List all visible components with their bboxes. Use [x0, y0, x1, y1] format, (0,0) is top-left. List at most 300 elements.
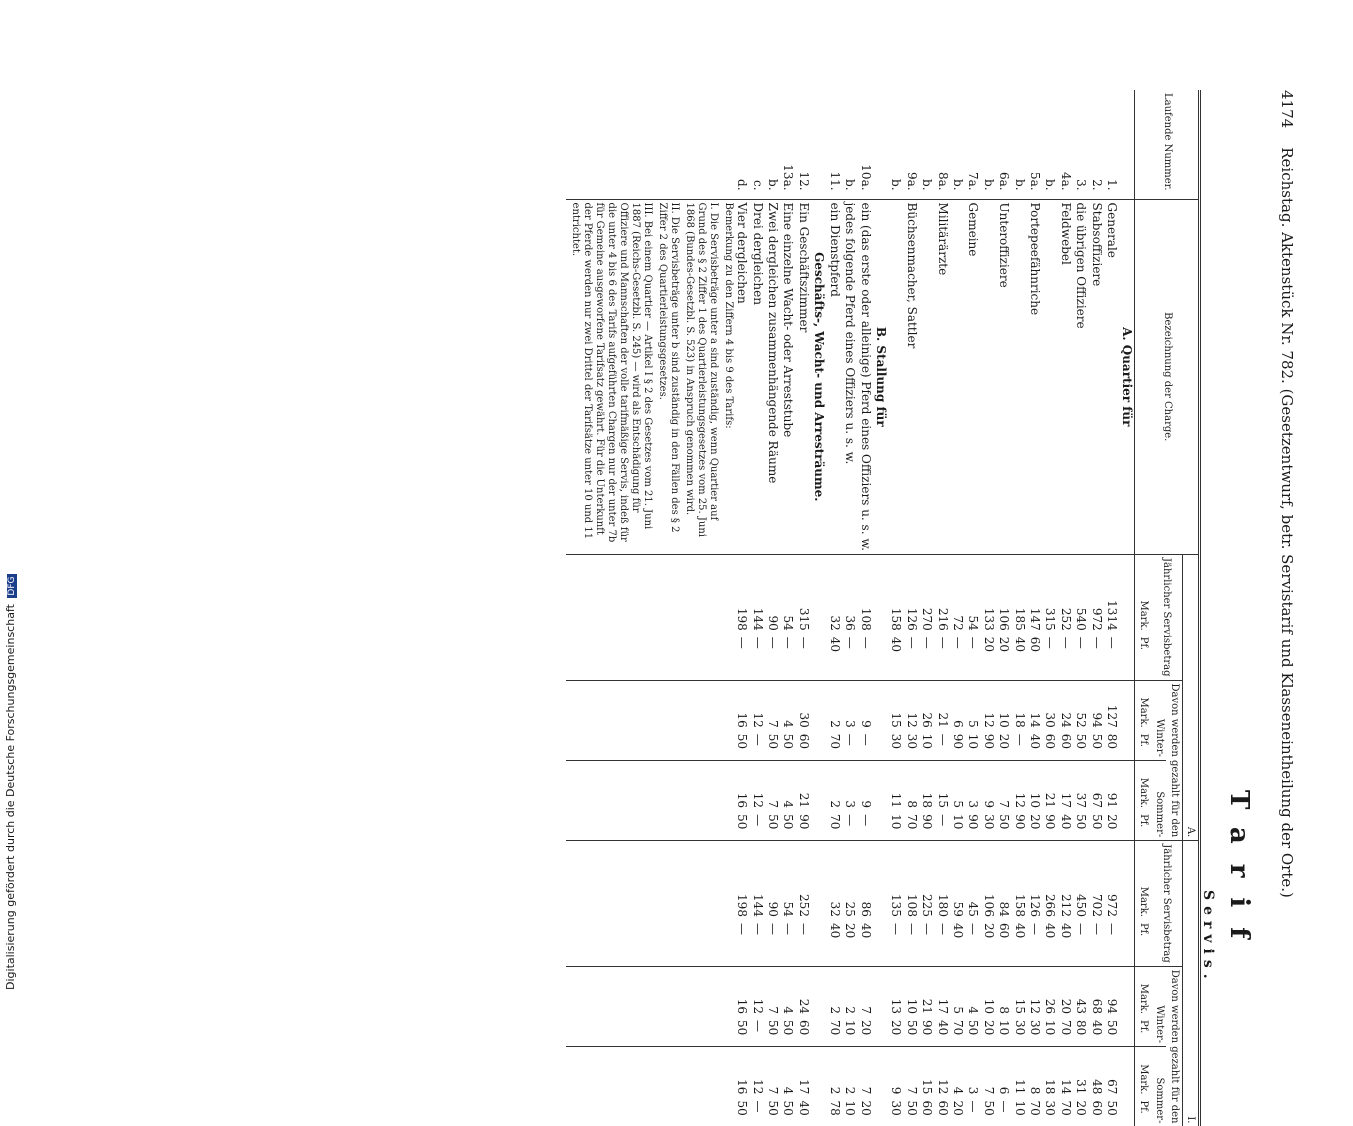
- table-row: [1104, 90, 1119, 1126]
- cell-pf: 20: [858, 1100, 873, 1116]
- cell-pf: 50: [981, 1100, 996, 1116]
- row-label: Ein Geschäftszimmer: [796, 199, 811, 554]
- cell-pf: 50: [735, 1100, 750, 1116]
- row-number: b.: [766, 179, 781, 191]
- cell-mark: 315: [796, 555, 811, 634]
- cell-pf: 60: [920, 1100, 935, 1116]
- cell-mark: 16: [734, 680, 749, 731]
- col-number-header: Laufende Nummer.: [1161, 93, 1173, 191]
- section-title: B. Stallung für: [873, 199, 888, 554]
- row-number: 10a.: [858, 164, 873, 191]
- cell-mark: 18: [1011, 680, 1026, 731]
- cell-pf: 30: [889, 733, 904, 749]
- cell-mark: 15: [934, 760, 949, 811]
- cell-pf: 20: [1074, 1100, 1089, 1116]
- row-number: 2.: [1089, 179, 1104, 191]
- cell-mark: 7: [980, 1047, 995, 1098]
- cell-pf: —: [904, 922, 919, 935]
- cell-mark: 1314: [1104, 555, 1119, 634]
- unit-pf: Pf.: [1138, 1100, 1150, 1114]
- cell-mark: 8: [1027, 1047, 1042, 1098]
- row-label: [980, 199, 995, 554]
- cell-mark: 12: [749, 1047, 764, 1098]
- cell-pf: —: [935, 636, 950, 649]
- cell-mark: 14: [1027, 680, 1042, 731]
- cell-pf: —: [1012, 733, 1027, 746]
- cell-mark: 126: [1027, 841, 1042, 920]
- row-label: [1011, 199, 1026, 554]
- cell-mark: 7: [857, 1047, 872, 1098]
- cell-pf: —: [843, 636, 858, 649]
- cell-mark: 106: [980, 841, 995, 920]
- row-number: 1.: [1105, 179, 1120, 191]
- cell-pf: 10: [950, 814, 965, 830]
- table-row: [980, 90, 995, 1126]
- row-number: b.: [920, 179, 935, 191]
- cell-mark: 12: [934, 1047, 949, 1098]
- table-row: [1042, 90, 1057, 1126]
- cell-pf: —: [735, 636, 750, 649]
- cell-mark: 3: [965, 760, 980, 811]
- unit-mark: Mark.: [1135, 841, 1151, 920]
- row-number: 5a.: [1028, 171, 1042, 191]
- unit-mark: Mark.: [1135, 1047, 1151, 1098]
- cell-mark: 16: [734, 1047, 749, 1098]
- row-number: b.: [889, 179, 904, 191]
- cell-mark: 108: [857, 555, 872, 634]
- unit-mark: Mark.: [1135, 680, 1151, 731]
- row-label: Militärärzte: [934, 199, 949, 554]
- cell-mark: 212: [1057, 841, 1072, 920]
- table-row: [734, 90, 749, 1126]
- cell-mark: 2: [826, 760, 841, 811]
- section-b-row: [873, 90, 888, 1126]
- table-row: [965, 90, 980, 1126]
- running-header: [1278, 90, 1296, 898]
- cell-pf: 40: [889, 636, 904, 652]
- cell-mark: 3: [842, 760, 857, 811]
- cell-pf: 50: [766, 814, 781, 830]
- cell-pf: 40: [1012, 636, 1027, 652]
- cell-mark: 12: [749, 680, 764, 731]
- cell-mark: 25: [842, 841, 857, 920]
- unit-pf: Pf.: [1138, 814, 1150, 828]
- row-label: Vier dergleichen: [734, 199, 749, 554]
- cell-mark: 90: [765, 841, 780, 920]
- subtitle: Servis.: [1200, 890, 1216, 985]
- table-row: [934, 90, 949, 1126]
- unit-pf: Pf.: [1138, 733, 1150, 747]
- cell-mark: 17: [1057, 760, 1072, 811]
- cell-pf: 50: [735, 814, 750, 830]
- row-label: Gemeine: [965, 199, 980, 554]
- cell-mark: 68: [1088, 966, 1103, 1017]
- servis-table: [566, 90, 1201, 1126]
- rotated-page: [136, 90, 1296, 1124]
- cell-pf: 40: [1089, 1020, 1104, 1036]
- cell-pf: 50: [781, 1100, 796, 1116]
- row-number: c.: [750, 180, 765, 191]
- cell-mark: 12: [749, 760, 764, 811]
- table-row: [765, 90, 780, 1126]
- unit-mark: Mark.: [1135, 555, 1151, 634]
- cell-mark: 26: [1042, 966, 1057, 1017]
- cell-pf: —: [1074, 922, 1089, 935]
- cell-mark: 9: [857, 680, 872, 731]
- cell-pf: 90: [796, 814, 811, 830]
- cell-mark: 144: [749, 841, 764, 920]
- cell-pf: 90: [966, 814, 981, 830]
- cell-mark: 2: [826, 966, 841, 1017]
- table-row: [1057, 90, 1072, 1126]
- cell-pf: —: [781, 922, 796, 935]
- row-label: Unteroffiziere: [996, 199, 1011, 554]
- cell-pf: 70: [1058, 1020, 1073, 1036]
- cell-mark: 3: [842, 680, 857, 731]
- cell-mark: 32: [826, 841, 841, 920]
- cell-mark: 7: [765, 1047, 780, 1098]
- cell-mark: 144: [749, 555, 764, 634]
- cell-mark: 3: [965, 1047, 980, 1098]
- winter-header-a: Winter-: [1151, 680, 1166, 760]
- row-number: 7a.: [966, 171, 981, 191]
- winter-header-i: Winter-: [1151, 966, 1166, 1046]
- row-number: 8a.: [935, 171, 950, 191]
- row-label: Generale: [1104, 199, 1119, 554]
- cell-pf: 50: [781, 733, 796, 749]
- cell-pf: 70: [904, 814, 919, 830]
- row-label: jedes folgende Pferd eines Offiziers u. s. w.: [842, 199, 857, 554]
- row-label: [950, 199, 965, 554]
- cell-mark: 2: [842, 966, 857, 1017]
- cell-mark: 90: [765, 555, 780, 634]
- cell-pf: —: [966, 636, 981, 649]
- cell-mark: 198: [734, 555, 749, 634]
- cell-mark: 54: [780, 555, 795, 634]
- table-body: [566, 90, 1135, 1126]
- section-a-row: [1119, 90, 1135, 1126]
- cell-pf: —: [920, 636, 935, 649]
- row-label: die übrigen Offiziere: [1073, 199, 1088, 554]
- cell-mark: 16: [734, 760, 749, 811]
- cell-pf: 10: [843, 1100, 858, 1116]
- cell-pf: —: [1074, 636, 1089, 649]
- cell-pf: 40: [827, 922, 842, 939]
- cell-pf: 90: [950, 733, 965, 749]
- cell-mark: 16: [734, 966, 749, 1017]
- cell-mark: 26: [919, 680, 934, 731]
- cell-pf: —: [1043, 636, 1058, 649]
- cell-pf: 60: [1028, 636, 1042, 652]
- cell-mark: 45: [965, 841, 980, 920]
- cell-pf: 60: [935, 1100, 950, 1116]
- row-number: 12.: [796, 171, 811, 191]
- cell-mark: 15: [1011, 966, 1026, 1017]
- cell-pf: 40: [796, 1100, 811, 1116]
- cell-pf: —: [766, 636, 781, 649]
- cell-pf: 50: [735, 1020, 750, 1036]
- row-number: 9a.: [904, 171, 919, 191]
- summer-header-a: Sommer-: [1151, 760, 1166, 840]
- cell-mark: 972: [1088, 555, 1103, 634]
- cell-pf: —: [966, 922, 981, 935]
- cell-pf: 40: [1043, 922, 1058, 939]
- cell-mark: 43: [1073, 966, 1088, 1017]
- cell-mark: 12: [1011, 760, 1026, 811]
- cell-mark: 7: [765, 966, 780, 1017]
- cell-pf: 40: [1058, 922, 1073, 939]
- cell-mark: 147: [1027, 555, 1042, 634]
- section-title: Geschäfts-, Wacht- und Arresträume.: [811, 199, 826, 554]
- cell-mark: 225: [919, 841, 934, 920]
- row-number: b.: [981, 179, 996, 191]
- cell-pf: —: [935, 733, 950, 746]
- cell-pf: 50: [997, 814, 1012, 830]
- cell-pf: 10: [843, 1020, 858, 1036]
- cell-pf: 70: [1028, 1100, 1042, 1116]
- cell-pf: 50: [1074, 814, 1089, 830]
- cell-mark: 94: [1104, 966, 1119, 1017]
- cell-mark: 54: [965, 555, 980, 634]
- big-title: Tarif: [1224, 790, 1254, 959]
- cell-mark: 31: [1073, 1047, 1088, 1098]
- cell-pf: —: [889, 922, 904, 935]
- table-row: [1011, 90, 1026, 1126]
- cell-mark: 7: [857, 966, 872, 1017]
- cell-pf: 50: [1105, 1100, 1120, 1116]
- cell-mark: 5: [950, 966, 965, 1017]
- cell-pf: 30: [981, 814, 996, 830]
- cell-mark: 266: [1042, 841, 1057, 920]
- cell-pf: 40: [1058, 814, 1073, 830]
- cell-mark: 216: [934, 555, 949, 634]
- cell-pf: —: [750, 1020, 765, 1033]
- row-number: 11.: [827, 171, 842, 191]
- cell-mark: 5: [950, 760, 965, 811]
- cell-pf: 40: [827, 636, 842, 652]
- cell-mark: 7: [903, 1047, 918, 1098]
- cell-pf: 60: [1089, 1100, 1104, 1116]
- unit-pf: Pf.: [1138, 1020, 1150, 1034]
- cell-mark: 198: [734, 841, 749, 920]
- cell-pf: 50: [781, 1020, 796, 1036]
- row-number: 3.: [1074, 179, 1089, 191]
- cell-pf: 50: [781, 814, 796, 830]
- cell-pf: 10: [997, 1020, 1012, 1036]
- cell-pf: 50: [766, 1020, 781, 1036]
- cell-pf: —: [1105, 922, 1120, 935]
- cell-mark: 84: [996, 841, 1011, 920]
- notes-row: [566, 90, 734, 1126]
- cell-pf: —: [858, 814, 873, 827]
- cell-pf: —: [966, 1100, 981, 1113]
- cell-mark: 52: [1073, 680, 1088, 731]
- cell-mark: 12: [1027, 966, 1042, 1017]
- table-row: [1073, 90, 1088, 1126]
- cell-mark: 4: [950, 1047, 965, 1098]
- cell-pf: —: [950, 636, 965, 649]
- cell-pf: 60: [796, 733, 811, 749]
- note-item: II. Die Servisbeträge unter b sind zuständig in den Fällen des § 2 Ziffer 2 des Quartierleistungsgesetzes.: [656, 202, 680, 533]
- annual-header-a: Jährlicher Servisbetrag: [1151, 555, 1182, 681]
- cell-mark: 4: [780, 966, 795, 1017]
- cell-pf: —: [1089, 922, 1104, 935]
- cell-pf: 10: [920, 733, 935, 749]
- cell-pf: 78: [827, 1100, 842, 1116]
- cell-pf: —: [735, 922, 750, 935]
- cell-pf: —: [920, 922, 935, 935]
- cell-pf: 90: [920, 1020, 935, 1036]
- cell-mark: 972: [1104, 841, 1119, 920]
- cell-pf: —: [796, 922, 811, 935]
- running-title: Reichstag. Aktenstück Nr. 782. (Gesetzentwurf, betr. Servistarif und Klasseneintheilung der Orte.): [1278, 147, 1296, 898]
- cell-pf: 30: [904, 733, 919, 749]
- cell-mark: 12: [980, 680, 995, 731]
- cell-mark: 15: [919, 1047, 934, 1098]
- table-row: [826, 90, 841, 1126]
- note-item: III. Bei einem Quartier — Artikel I § 2 des Gesetzes vom 21. Juni 1887 (Reichs-Gesetzbl. S. 245) — wird als Entschädigung für Offiziere und Mannschaften der volle tarifmäßige Servis, indeß für die unter 4 bis 6 des Tarifs aufgeführten Chargen nur der unter 7b für Gemeine ausgeworfene Tarifsatz gewährt. Für die Unterkunft der Pferde werden nur zwei Drittel der Tarifsätze unter 10 und 11 entrichtet.: [569, 202, 653, 543]
- cell-mark: 10: [996, 680, 1011, 731]
- row-number: 6a.: [997, 171, 1012, 191]
- row-label: Eine einzelne Wacht- oder Arreststube: [780, 199, 795, 554]
- cell-pf: —: [750, 1100, 765, 1113]
- cell-pf: 40: [935, 1020, 950, 1036]
- cell-mark: 8: [996, 966, 1011, 1017]
- cell-mark: 59: [950, 841, 965, 920]
- row-label: [888, 199, 903, 554]
- cell-pf: 50: [1089, 814, 1104, 830]
- cell-mark: 21: [1042, 760, 1057, 811]
- cell-pf: 40: [950, 922, 965, 939]
- cell-pf: 50: [966, 1020, 981, 1036]
- cell-pf: 50: [904, 1020, 919, 1036]
- section-title: A. Quartier für: [1119, 199, 1135, 554]
- cell-pf: 30: [889, 1100, 904, 1116]
- cell-pf: 10: [1043, 1020, 1058, 1036]
- cell-mark: 702: [1088, 841, 1103, 920]
- cell-mark: 10: [1027, 760, 1042, 811]
- cell-pf: 80: [1105, 733, 1120, 749]
- cell-mark: 4: [780, 1047, 795, 1098]
- row-number: d.: [735, 179, 750, 191]
- unit-mark: Mark.: [1135, 760, 1151, 811]
- cell-pf: —: [796, 636, 811, 649]
- table-row: [796, 90, 811, 1126]
- cell-pf: 50: [766, 1100, 781, 1116]
- cell-pf: 70: [1058, 1100, 1073, 1116]
- cell-pf: —: [935, 922, 950, 935]
- summer-header-i: Sommer-: [1151, 1047, 1166, 1126]
- cell-pf: —: [1028, 922, 1042, 935]
- cell-pf: 40: [858, 922, 873, 939]
- cell-mark: 48: [1088, 1047, 1103, 1098]
- cell-pf: —: [1105, 636, 1120, 649]
- cell-pf: 20: [858, 1020, 873, 1036]
- cell-mark: 6: [996, 1047, 1011, 1098]
- cell-pf: 70: [950, 1020, 965, 1036]
- cell-mark: 5: [965, 680, 980, 731]
- cell-pf: 20: [1105, 814, 1120, 830]
- row-number: 13a.: [781, 164, 796, 191]
- cell-pf: 40: [1012, 922, 1027, 939]
- cell-mark: 270: [919, 555, 934, 634]
- cell-pf: 50: [1089, 733, 1104, 749]
- cell-mark: 106: [996, 555, 1011, 634]
- thereof-header-a: Davon werden gezahlt für den: [1166, 680, 1182, 841]
- cell-mark: 30: [796, 680, 811, 731]
- row-label: ein (das erste oder alleinige) Pferd eines Offiziers u. s. w.: [857, 199, 872, 554]
- cell-mark: 14: [1057, 1047, 1072, 1098]
- cell-mark: 11: [888, 760, 903, 811]
- row-label: Feldwebel: [1057, 199, 1072, 554]
- cell-pf: —: [843, 733, 858, 746]
- cell-pf: 20: [981, 636, 996, 652]
- dfg-logo: DFG: [7, 576, 17, 596]
- cell-pf: 50: [766, 733, 781, 749]
- cell-mark: 15: [888, 680, 903, 731]
- page-number: 4174: [1278, 90, 1296, 129]
- cell-pf: 20: [950, 1100, 965, 1116]
- cell-pf: 70: [827, 733, 842, 749]
- annual-header-i: Jährlicher Servisbetrag: [1151, 841, 1182, 967]
- cell-mark: 17: [796, 1047, 811, 1098]
- cell-mark: 13: [888, 966, 903, 1017]
- row-number: b.: [1043, 179, 1058, 191]
- cell-mark: 6: [950, 680, 965, 731]
- class-i-header: I.: [1182, 841, 1199, 1126]
- cell-pf: 50: [735, 733, 750, 749]
- cell-mark: 12: [749, 966, 764, 1017]
- cell-mark: 135: [888, 841, 903, 920]
- cell-mark: 7: [996, 760, 1011, 811]
- row-label: Drei dergleichen: [749, 199, 764, 554]
- row-label: Stabsoffiziere: [1088, 199, 1103, 554]
- cell-mark: 72: [950, 555, 965, 634]
- cell-pf: 20: [843, 922, 858, 939]
- cell-pf: 30: [1012, 1020, 1027, 1036]
- cell-mark: 91: [1104, 760, 1119, 811]
- cell-mark: 315: [1042, 555, 1057, 634]
- cell-pf: 70: [827, 814, 842, 830]
- cell-mark: 8: [903, 760, 918, 811]
- cell-mark: 18: [1042, 1047, 1057, 1098]
- cell-mark: 12: [903, 680, 918, 731]
- row-number: b.: [950, 179, 965, 191]
- cell-pf: —: [750, 636, 765, 649]
- table-row: [857, 90, 872, 1126]
- row-number: 4a.: [1058, 171, 1073, 191]
- footer: [4, 574, 17, 990]
- cell-mark: 158: [1011, 841, 1026, 920]
- row-label: Zwei dergleichen zusammenhängende Räume: [765, 199, 780, 554]
- cell-pf: 10: [889, 814, 904, 830]
- cell-mark: 67: [1104, 1047, 1119, 1098]
- table-row: [888, 90, 903, 1126]
- cell-pf: 60: [796, 1020, 811, 1036]
- cell-mark: 20: [1057, 966, 1072, 1017]
- cell-pf: 10: [966, 733, 981, 749]
- cell-mark: 252: [1057, 555, 1072, 634]
- thereof-header-i: Davon werden gezahlt für den: [1166, 966, 1182, 1126]
- cell-mark: 36: [842, 555, 857, 634]
- cell-mark: 11: [1011, 1047, 1026, 1098]
- cell-mark: 17: [934, 966, 949, 1017]
- cell-mark: 540: [1073, 555, 1088, 634]
- cell-mark: 67: [1088, 760, 1103, 811]
- cell-mark: 133: [980, 555, 995, 634]
- cell-mark: 7: [765, 760, 780, 811]
- cell-mark: 7: [765, 680, 780, 731]
